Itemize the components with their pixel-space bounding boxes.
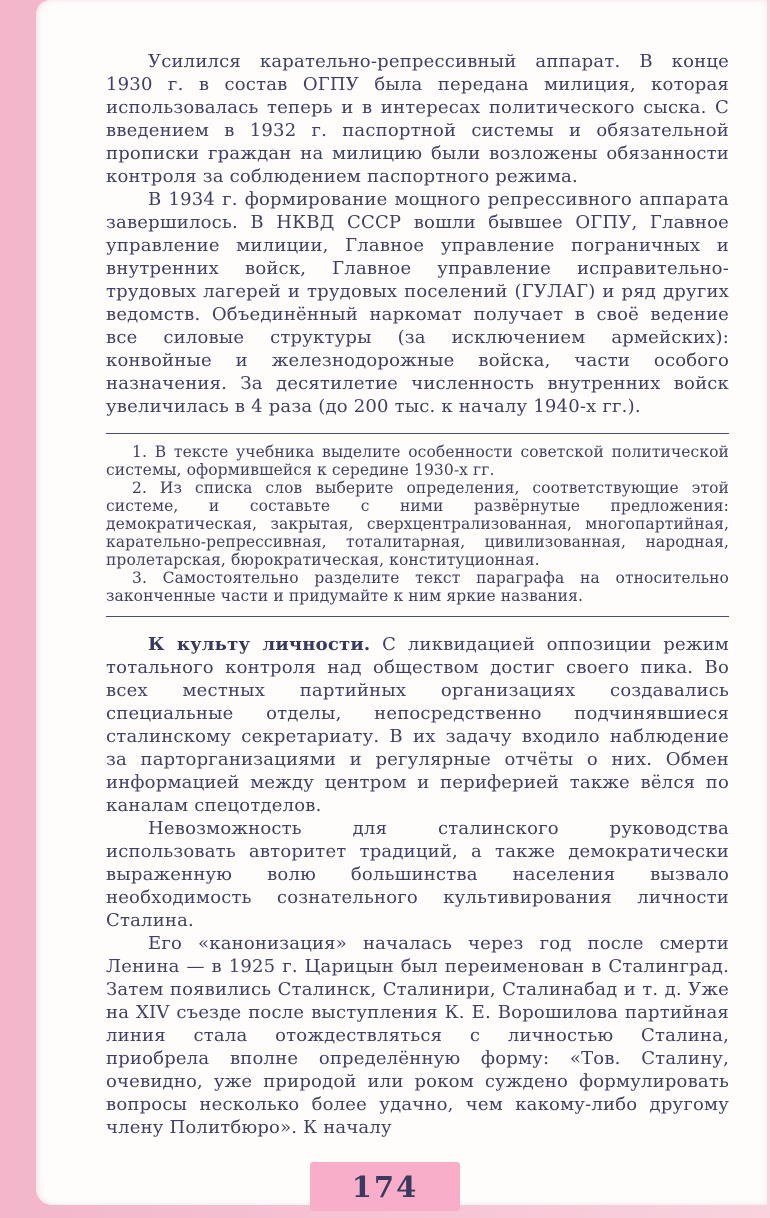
questions-block: [106, 433, 729, 617]
paragraph-nkvd-formation: В 1934 г. формирование мощного репрессивного аппарата завершилось. В НКВД СССР вошли бывшее ОГПУ, Главное управление милиции, Главное управление пограничных и внутренних войск, Главное управление исправительно-трудовых лагерей и трудовых поселений (ГУЛАГ) и ряд других ведомств. Объединённый наркомат получает в своё ведение все силовые структуры (за исключением армейских): конвойные и железнодорожные войска, части особого назначения. За десятилетие численность внутренних войск увеличилась в 4 раза (до 200 тыс. к началу 1940-х гг.).: [106, 189, 729, 417]
question-3: 3. Самостоятельно разделите текст параграфа на относительно законченные части и придумайте к ним яркие названия.: [106, 569, 729, 605]
section-heading: К культу личности.: [148, 634, 371, 655]
page-number-badge: [310, 1162, 460, 1211]
paragraph-impossibility: Невозможность для сталинского руководства использовать авторитет традиций, а также демократически выраженную волю большинства населения вызвало необходимость сознательного культивирования личности Сталина.: [106, 818, 729, 931]
question-1: 1. В тексте учебника выделите особенности советской политической системы, оформившейся к середине 1930-х гг.: [106, 443, 729, 479]
page-number: 174: [351, 1169, 419, 1204]
page-content: [106, 50, 729, 1139]
paragraph-repressive-apparatus: Усилился карательно-репрессивный аппарат. В конце 1930 г. в состав ОГПУ была передана милиция, которая использовалась теперь и в интересах политического сыска. С введением в 1932 г. паспортной системы и обязательной прописки граждан на милицию были возложены обязанности контроля за соблюдением паспортного режима.: [106, 51, 729, 187]
page-paper: [36, 0, 767, 1205]
paragraph-cult-of-personality: [106, 633, 729, 817]
question-2: 2. Из списка слов выберите определения, соответствующие этой системе, и составьте с ними развёрнутые предложения: демократическая, закрытая, сверхцентрализованная, многопартийная, карательно-репрессивная, тоталитарная, цивилизованная, народная, пролетарская, бюрократическая, конституционная.: [106, 479, 729, 569]
paragraph-canonization: Его «канонизация» началась через год после смерти Ленина — в 1925 г. Царицын был переименован в Сталинград. Затем появились Сталинск, Сталинири, Сталинабад и т. д. Уже на XIV съезде после выступления К. Е. Ворошилова партийная линия стала отождествляться с личностью Сталина, приобрела вполне определённую форму: «Тов. Сталину, очевидно, уже природой или роком суждено формулировать вопросы несколько более удачно, чем какому-либо другому члену Политбюро». К началу: [106, 933, 729, 1138]
section-paragraph-text: С ликвидацией оппозиции режим тотального контроля над обществом достиг своего пика. Во всех местных партийных организациях создавались специальные отделы, непосредственно подчинявшиеся сталинскому секретариату. В их задачу входило наблюдение за парторганизациями и регулярные отчёты о них. Обмен информацией между центром и периферией также вёлся по каналам спецотделов.: [106, 634, 729, 816]
